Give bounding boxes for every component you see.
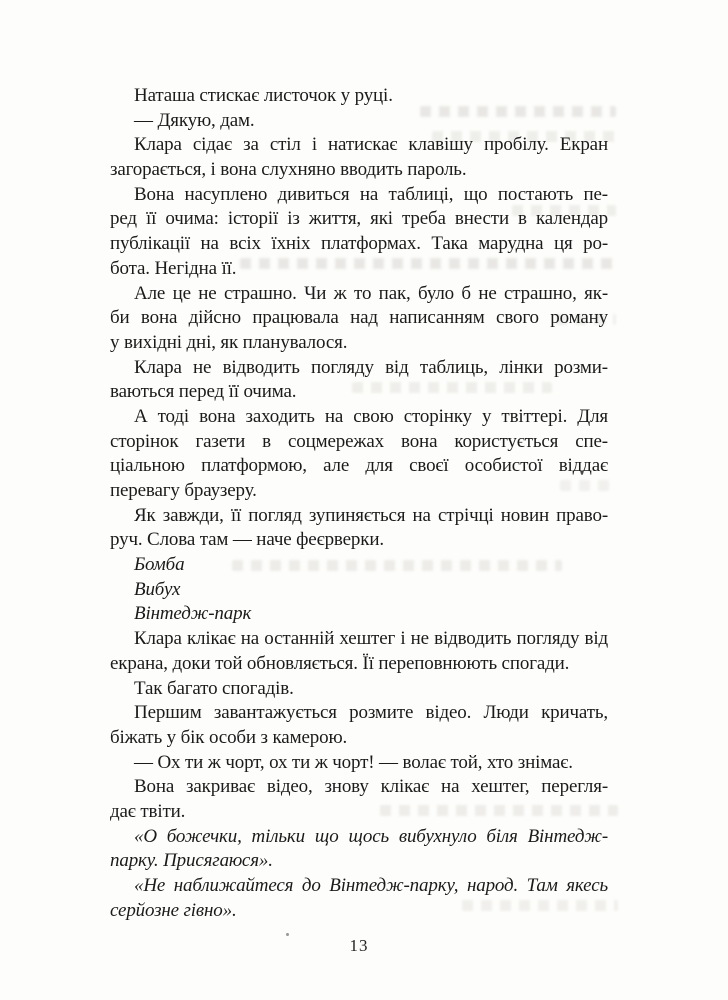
text-line: Бомба [134,554,185,576]
paragraph [110,578,608,603]
text-line: Як завжди, її погляд зупиняється на стрічці новин право- [134,504,608,526]
text-line: Вона насуплено дивиться на таблиці, що постають пе- [134,183,608,205]
text-line: Так багато спогадів. [134,677,294,699]
text-line: у вихідні дні, як планувалося. [110,331,348,353]
paragraph [110,553,608,578]
paragraph [110,775,608,824]
text-line: Клара сідає за стіл і натискає клавішу пробілу. Екран [134,134,608,156]
text-line: Вона закриває відео, знову клікає на хештег, перегля- [134,776,608,798]
text-line: — Ох ти ж чорт, ох ти ж чорт! — волає той, хто знімає. [134,751,573,773]
paragraph [110,282,608,356]
paragraph [110,84,608,109]
paragraph [110,504,608,553]
paragraph [110,356,608,405]
paragraph [110,133,608,182]
text-line: Клара клікає на останній хештег і не відводить погляду від [134,628,608,650]
text-line: бота. Негідна її. [110,257,237,279]
paragraph [110,677,608,702]
text-line: Вибух [134,578,181,600]
text-line: екрана, доки той обновляється. Її переповнюють спогади. [110,652,570,674]
paragraph [110,405,608,504]
paragraph [110,874,608,923]
text-line: Першим завантажується розмите відео. Люди кричать, [134,702,608,724]
text-line: «Не наближайтеся до Вінтедж-парку, народ. Там якесь [134,875,608,896]
page-number: 13 [349,936,369,955]
page-text [110,84,608,923]
text-line: ціальною платформою, але для своєї особистої віддає [110,455,608,477]
text-line: дає твіти. [110,800,186,822]
text-line: серйозне гівно». [110,899,237,921]
paragraph [110,627,608,676]
text-line: ваються перед її очима. [110,381,297,403]
paragraph [110,701,608,750]
text-line: Вінтедж-парк [134,603,252,625]
text-line: Клара не відводить погляду від таблиць, лінки розми- [134,356,608,378]
text-line: руч. Слова там — наче феєрверки. [110,529,384,551]
paragraph [110,751,608,776]
text-line: ред її очима: історії із життя, які треба внести в календар [110,208,608,230]
text-line: сторінок газети в соцмережах вона користується спе- [110,430,608,452]
text-line: «О божечки, тільки що щось вибухнуло біля Вінтедж- [134,825,608,847]
text-line: Але це не страшно. Чи ж то пак, було б не страшно, як- [134,282,608,304]
paragraph [110,602,608,627]
text-line: публікації на всіх їхніх платформах. Така марудна ця ро- [110,233,608,255]
paragraph [110,183,608,282]
text-line: — Дякую, дам. [134,109,255,131]
text-line: біжать у бік особи з камерою. [110,726,348,748]
paragraph [110,825,608,874]
text-line: би вона дійсно працювала над написанням свого роману [110,307,608,329]
text-line: загорається, і вона слухняно вводить пароль. [110,159,467,181]
text-line: парку. Присягаюся». [110,850,273,872]
text-line: А тоді вона заходить на свою сторінку у твіттері. Для [134,405,608,427]
paragraph [110,109,608,134]
text-line: Наташа стискає листочок у руці. [134,85,393,106]
text-line: перевагу браузеру. [110,480,257,501]
